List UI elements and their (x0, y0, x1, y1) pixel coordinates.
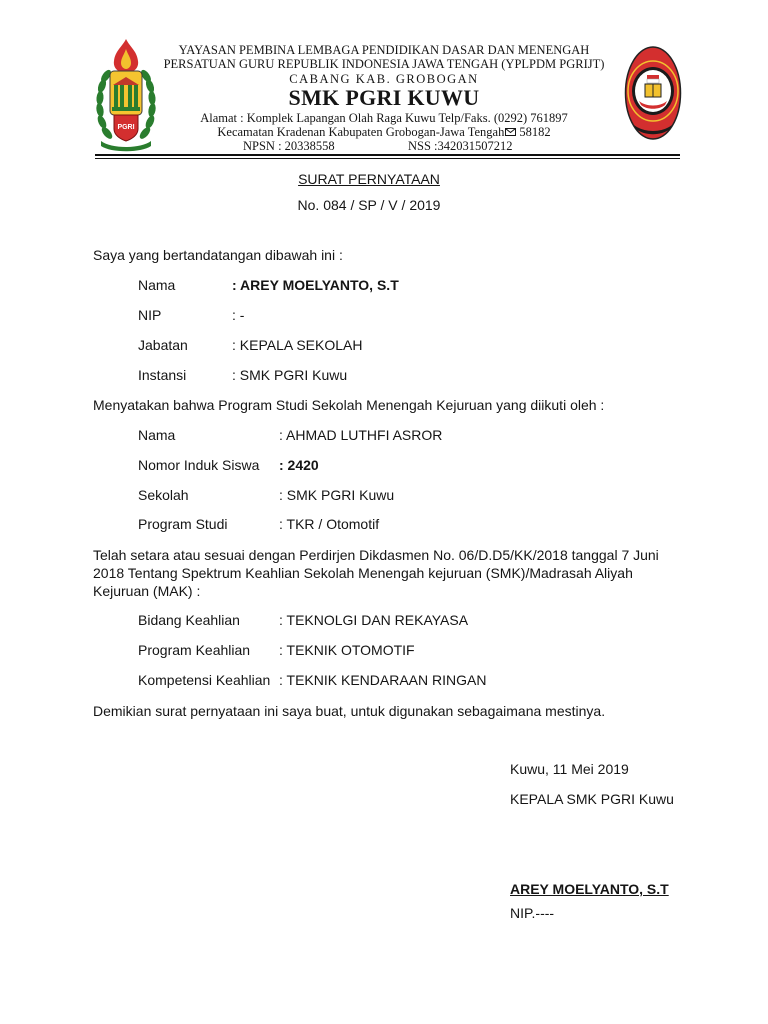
field-value: : TKR / Otomotif (279, 516, 380, 532)
field-label: Program Keahlian (138, 642, 251, 658)
field-value: : AHMAD LUTHFI ASROR (279, 427, 443, 443)
letter-title: SURAT PERNYATAAN (298, 171, 440, 187)
field-label: Nama (138, 427, 176, 443)
school-name: SMK PGRI KUWU (288, 85, 480, 110)
nss: NSS :342031507212 (408, 139, 513, 153)
field-label: Sekolah (138, 487, 189, 503)
letter-number: No. 084 / SP / V / 2019 (297, 197, 441, 213)
expertise-row (0, 641, 768, 659)
field-value: : TEKNIK KENDARAAN RINGAN (279, 672, 487, 688)
field-value: : AREY MOELYANTO, S.T (232, 277, 399, 293)
expertise-row (0, 611, 768, 629)
field-label: Instansi (138, 367, 187, 383)
field-label: Nama (138, 277, 176, 293)
field-value: : SMK PGRI Kuwu (279, 487, 395, 503)
npsn: NPSN : 20338558 (243, 139, 335, 153)
student-row (0, 486, 768, 504)
envelope-icon (505, 128, 516, 136)
signatory-position: KEPALA SMK PGRI Kuwu (510, 791, 674, 807)
signatory-row (0, 366, 768, 384)
student-row (0, 426, 768, 444)
field-value: : KEPALA SEKOLAH (232, 337, 363, 353)
closing-text: Demikian surat pernyataan ini saya buat, untuk digunakan sebagaimana mestinya. (93, 703, 606, 719)
address-district: Kecamatan Kradenan Kabupaten Grobogan-Jawa Tengah (217, 125, 505, 139)
student-row (0, 515, 768, 533)
field-value: : 2420 (279, 457, 319, 473)
field-value: : - (232, 307, 245, 323)
student-row (0, 456, 768, 474)
signatory-row (0, 276, 768, 294)
branch-name: CABANG KAB. GROBOGAN (289, 72, 479, 86)
signatory-row (0, 306, 768, 324)
statement-text: Menyatakan bahwa Program Studi Sekolah Menengah Kejuruan yang diikuti oleh : (93, 397, 605, 413)
intro-text: Saya yang bertandatangan dibawah ini : (93, 247, 343, 263)
address-line-2 (0, 125, 768, 139)
signatory-nip: NIP.---- (510, 905, 555, 921)
field-label: Kompetensi Keahlian (138, 672, 271, 688)
address-line-1: Alamat : Komplek Lapangan Olah Raga Kuwu Telp/Faks. (0292) 761897 (200, 111, 568, 125)
envelope-flap (506, 129, 516, 133)
signatory-name: AREY MOELYANTO, S.T (510, 881, 669, 897)
letterhead-rule-thin (95, 158, 680, 159)
paragraph-line: Telah setara atau sesuai dengan Perdirjen Dikdasmen No. 06/D.D5/KK/2018 tanggal 7 Juni (93, 547, 659, 563)
foundation-line-1: YAYASAN PEMBINA LEMBAGA PENDIDIKAN DASAR DAN MENENGAH (178, 43, 590, 57)
field-label: Bidang Keahlian (138, 612, 240, 628)
logo-ribbon (101, 141, 151, 151)
expertise-row (0, 671, 768, 689)
letterhead-rule-thick (95, 154, 680, 156)
logo-lettering: PGRI (117, 124, 135, 131)
field-label: Jabatan (138, 337, 188, 353)
signatory-row (0, 336, 768, 354)
paragraph-line: Kejuruan (MAK) : (93, 583, 201, 599)
paragraph-line: 2018 Tentang Spektrum Keahlian Sekolah Menengah kejuruan (SMK)/Madrasah Aliyah (93, 565, 633, 581)
field-value: : SMK PGRI Kuwu (232, 367, 348, 383)
postal-code: 58182 (519, 125, 551, 139)
field-value: : TEKNIK OTOMOTIF (279, 642, 415, 658)
field-label: Program Studi (138, 516, 228, 532)
field-value: : TEKNOLGI DAN REKAYASA (279, 612, 469, 628)
field-label: Nomor Induk Siswa (138, 457, 260, 473)
place-date: Kuwu, 11 Mei 2019 (510, 761, 629, 777)
field-label: NIP (138, 307, 162, 323)
foundation-line-2: PERSATUAN GURU REPUBLIK INDONESIA JAWA TENGAH (YPLPDM PGRIJT) (163, 57, 605, 71)
envelope-icon-graphic (505, 128, 516, 136)
